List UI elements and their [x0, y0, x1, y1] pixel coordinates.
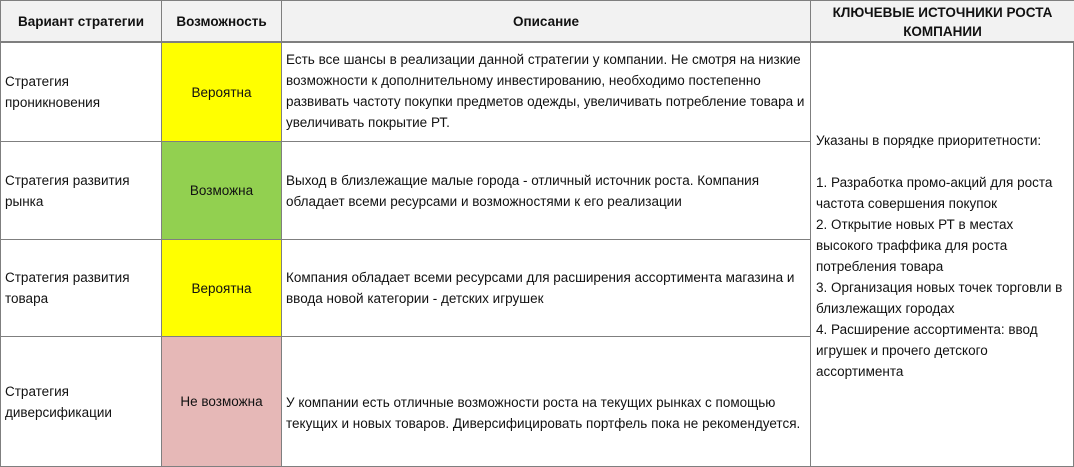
row-2-opportunity: Возможна: [161, 141, 281, 239]
row-4-opportunity: Не возможна: [161, 336, 281, 467]
row-4-description: У компании есть отличные возможности роста на текущих рынках с помощью текущих и новых товаров. Диверсифицировать портфель пока не рекомендуется.: [281, 336, 810, 467]
row-4-strategy: Стратегия диверсификации: [0, 336, 161, 467]
header-opportunity: Возможность: [161, 0, 281, 42]
row-3-opportunity: Вероятна: [161, 239, 281, 336]
growth-sources: Указаны в порядке приоритетности: 1. Разработка промо-акций для роста частота совершения покупок 2. Открытие новых РТ в местах высокого траффика для роста потребления товара 3. Организация новых точек торговли в близлежащих городах 4. Расширение ассортимента: ввод игрушек и прочего детского ассортимента: [810, 42, 1074, 467]
row-3-description: Компания обладает всеми ресурсами для расширения ассортимента магазина и ввода новой категории - детских игрушек: [281, 239, 810, 336]
row-1-opportunity: Вероятна: [161, 42, 281, 141]
row-2-strategy: Стратегия развития рынка: [0, 141, 161, 239]
header-description: Описание: [281, 0, 810, 42]
header-sources: КЛЮЧЕВЫЕ ИСТОЧНИКИ РОСТА КОМПАНИИ: [810, 0, 1074, 42]
row-1-description: Есть все шансы в реализации данной стратегии у компании. Не смотря на низкие возможности к дополнительному инвестированию, необходимо постепенно развивать частоту покупки предметов одежды, увеличивать потребление товара и увеличивать покрытие РТ.: [281, 42, 810, 141]
row-1-strategy: Стратегия проникновения: [0, 42, 161, 141]
header-strategy: Вариант стратегии: [0, 0, 161, 42]
row-2-description: Выход в близлежащие малые города - отличный источник роста. Компания обладает всеми ресурсами и возможностями к его реализации: [281, 141, 810, 239]
row-3-strategy: Стратегия развития товара: [0, 239, 161, 336]
